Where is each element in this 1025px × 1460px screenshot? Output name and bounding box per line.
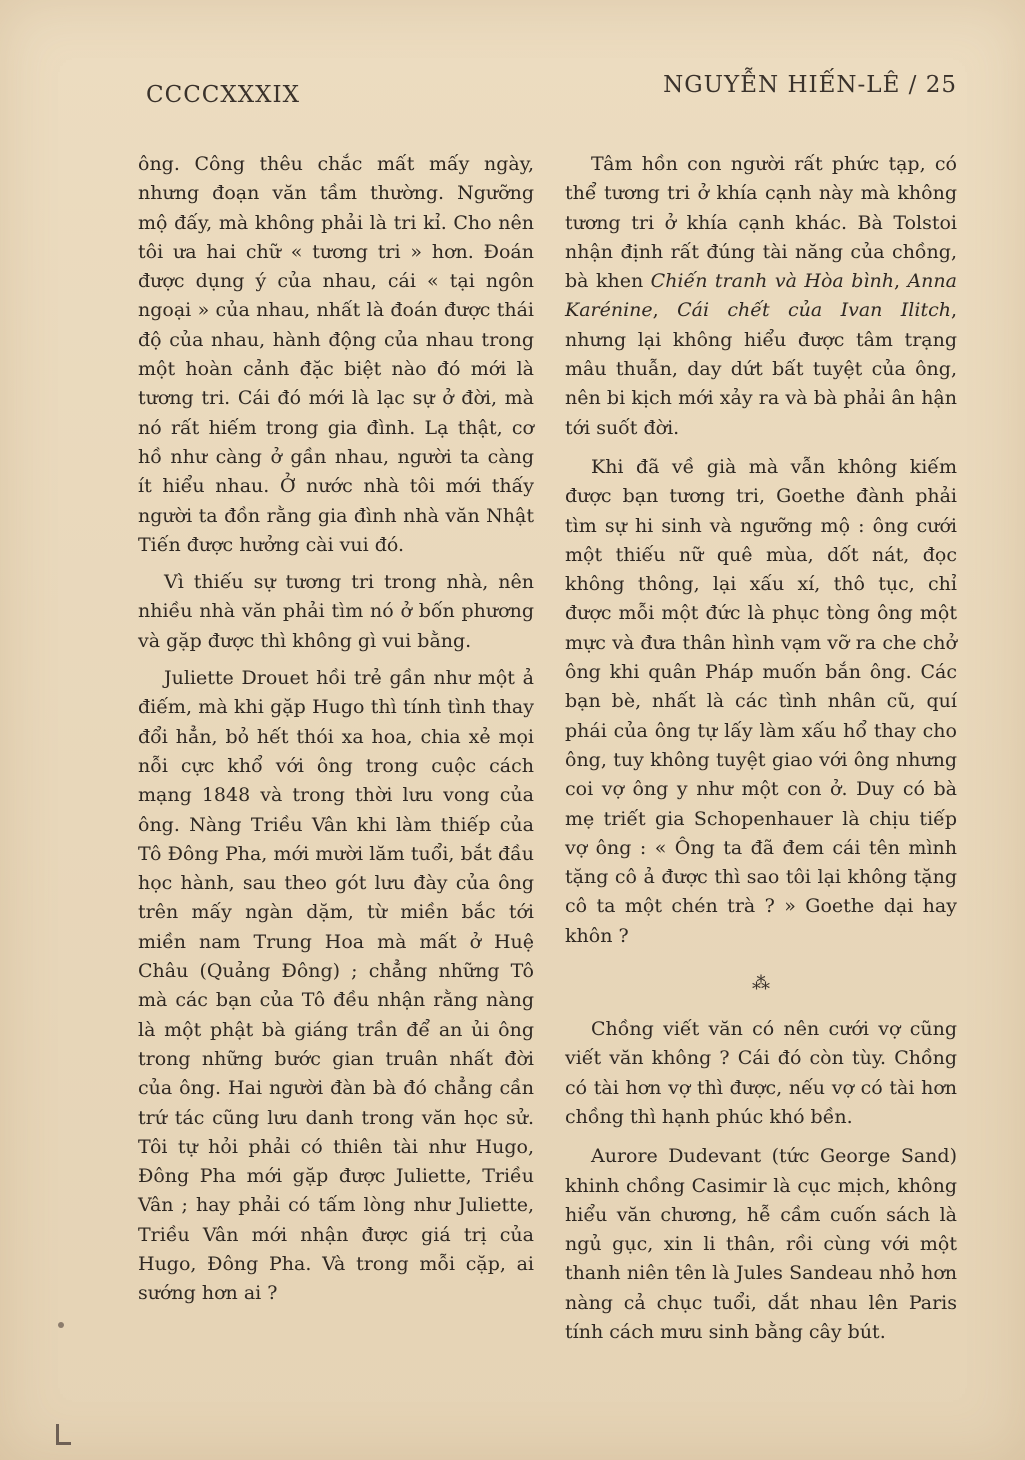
separator: , [893,270,908,293]
paragraph: Aurore Dudevant (tức George Sand) khinh chồng Casimir là cục mịch, không hiểu văn chương, hễ cầm cuốn sách là ngủ gục, xin li thân, rồi cùng với một thanh niên tên là Jules Sandeau nhỏ hơn nàng cả chục tuổi, dắt nhau lên Paris tính cách mưu sinh bằng cây bút. [565,1145,957,1343]
right-column [565,150,957,1347]
paragraph-text: , nhưng lại không hiểu được tâm trạng mâu thuẫn, day dứt bất tuyệt của ông, nên bi kịch mới xảy ra và bà phải ân hận tới suốt đời. [565,299,957,439]
book-title: Chiến tranh và Hòa bình [650,270,894,293]
separator: , [652,299,678,322]
paragraph: Vì thiếu sự tương tri trong nhà, nên nhiều nhà văn phải tìm nó ở bốn phương và gặp được thì không gì vui bằng. [138,571,534,652]
book-title: Anna Karénine [565,270,957,322]
paragraph: Chồng viết văn có nên cưới vợ cũng viết văn không ? Cái đó còn tùy. Chồng có tài hơn vợ thì được, nếu vợ có tài hơn chồng thì hạnh phúc khó bền. [565,1018,957,1128]
margin-dot [58,1322,64,1328]
book-title: Cái chết của Ivan Ilitch [677,299,951,322]
paragraph: Khi đã về già mà vẫn không kiếm được bạn tương tri, Goethe đành phải tìm sự hi sinh và ngưỡng mộ : ông cưới một thiếu nữ quê mùa, dốt nát, đọc không thông, lại xấu xí, thô tục, chỉ được mỗi một đức là phục tòng ông một mực và đưa thân hình vạm vỡ ra che chở ông khi quân Pháp muốn bắn ông. Các bạn bè, nhất là các tình nhân cũ, quí phái của ông tự lấy làm xấu hổ thay cho ông, tuy không tuyệt giao với ông nhưng coi vợ ông y như một con ở. Duy có bà mẹ triết gia Schopenhauer là chịu tiếp vợ ông : « Ông ta đã đem cái tên mình tặng cô ả được thì sao tôi lại không tặng cô ta một chén trà ? » Goethe dại hay khôn ? [565,455,957,947]
paragraph: ông. Công thêu chắc mất mấy ngày, nhưng đoạn văn tầm thường. Ngưỡng mộ đấy, mà không phải là tri kỉ. Cho nên tôi ưa hai chữ « tương tri » hơn. Đoán được dụng ý của nhau, cái « tại ngôn ngoại » của nhau, nhất là đoán được thái độ của nhau, hành động của nhau trong một hoàn cảnh đặc biệt nào đó mới là tương tri. Cái đó mới là lạc sự ở đời, mà nó rất hiếm trong gia đình. Lạ thật, cơ hồ như càng ở gần nhau, người ta càng ít hiểu nhau. Ở nước nhà tôi mới thấy người ta đồn rằng gia đình nhà văn Nhật Tiến được hưởng cài vui đó. [138,153,534,556]
running-header: NGUYỄN HIẾN-LÊ / 25 [663,72,957,98]
section-break-asterism: ⁂ [752,973,770,995]
corner-mark [56,1424,71,1445]
paragraph-text: Tâm hồn con người rất phức tạp, có thể tương tri ở khía cạnh này mà không tương tri ở khía cạnh khác. Bà Tolstoi nhận định rất đúng tài năng của chồng, bà khen [565,153,957,293]
page-folio-roman: CCCCXXXIX [146,82,300,108]
paragraph [565,150,957,443]
paragraph: Juliette Drouet hồi trẻ gần như một ả điếm, mà khi gặp Hugo thì tính tình thay đổi hẳn, bỏ hết thói xa hoa, chia xẻ mọi nỗi cực khổ với ông trong cuộc cách mạng 1848 và trong thời lưu vong của ông. Nàng Triều Vân khi làm thiếp của Tô Đông Pha, mới mười lăm tuổi, bắt đầu học hành, sau theo gót lưu đày của ông trên mấy ngàn dặm, từ miền bắc tới miền nam Trung Hoa mà mất ở Huệ Châu (Quảng Đông) ; chẳng những Tô mà các bạn của Tô đều nhận rằng nàng là một phật bà giáng trần để an ủi ông trong những bước gian truân nhất đời của ông. Hai người đàn bà đó chẳng cần trứ tác cũng lưu danh trong văn học sử. Tôi tự hỏi phải có thiên tài như Hugo, Đông Pha mới gặp được Juliette, Triều Vân ; hay phải có tấm lòng như Juliette, Triều Vân mới nhận được giá trị của Hugo, Đông Pha. Và trong mỗi cặp, ai sướng hơn ai ? [138,667,534,1305]
left-column [138,150,534,1309]
